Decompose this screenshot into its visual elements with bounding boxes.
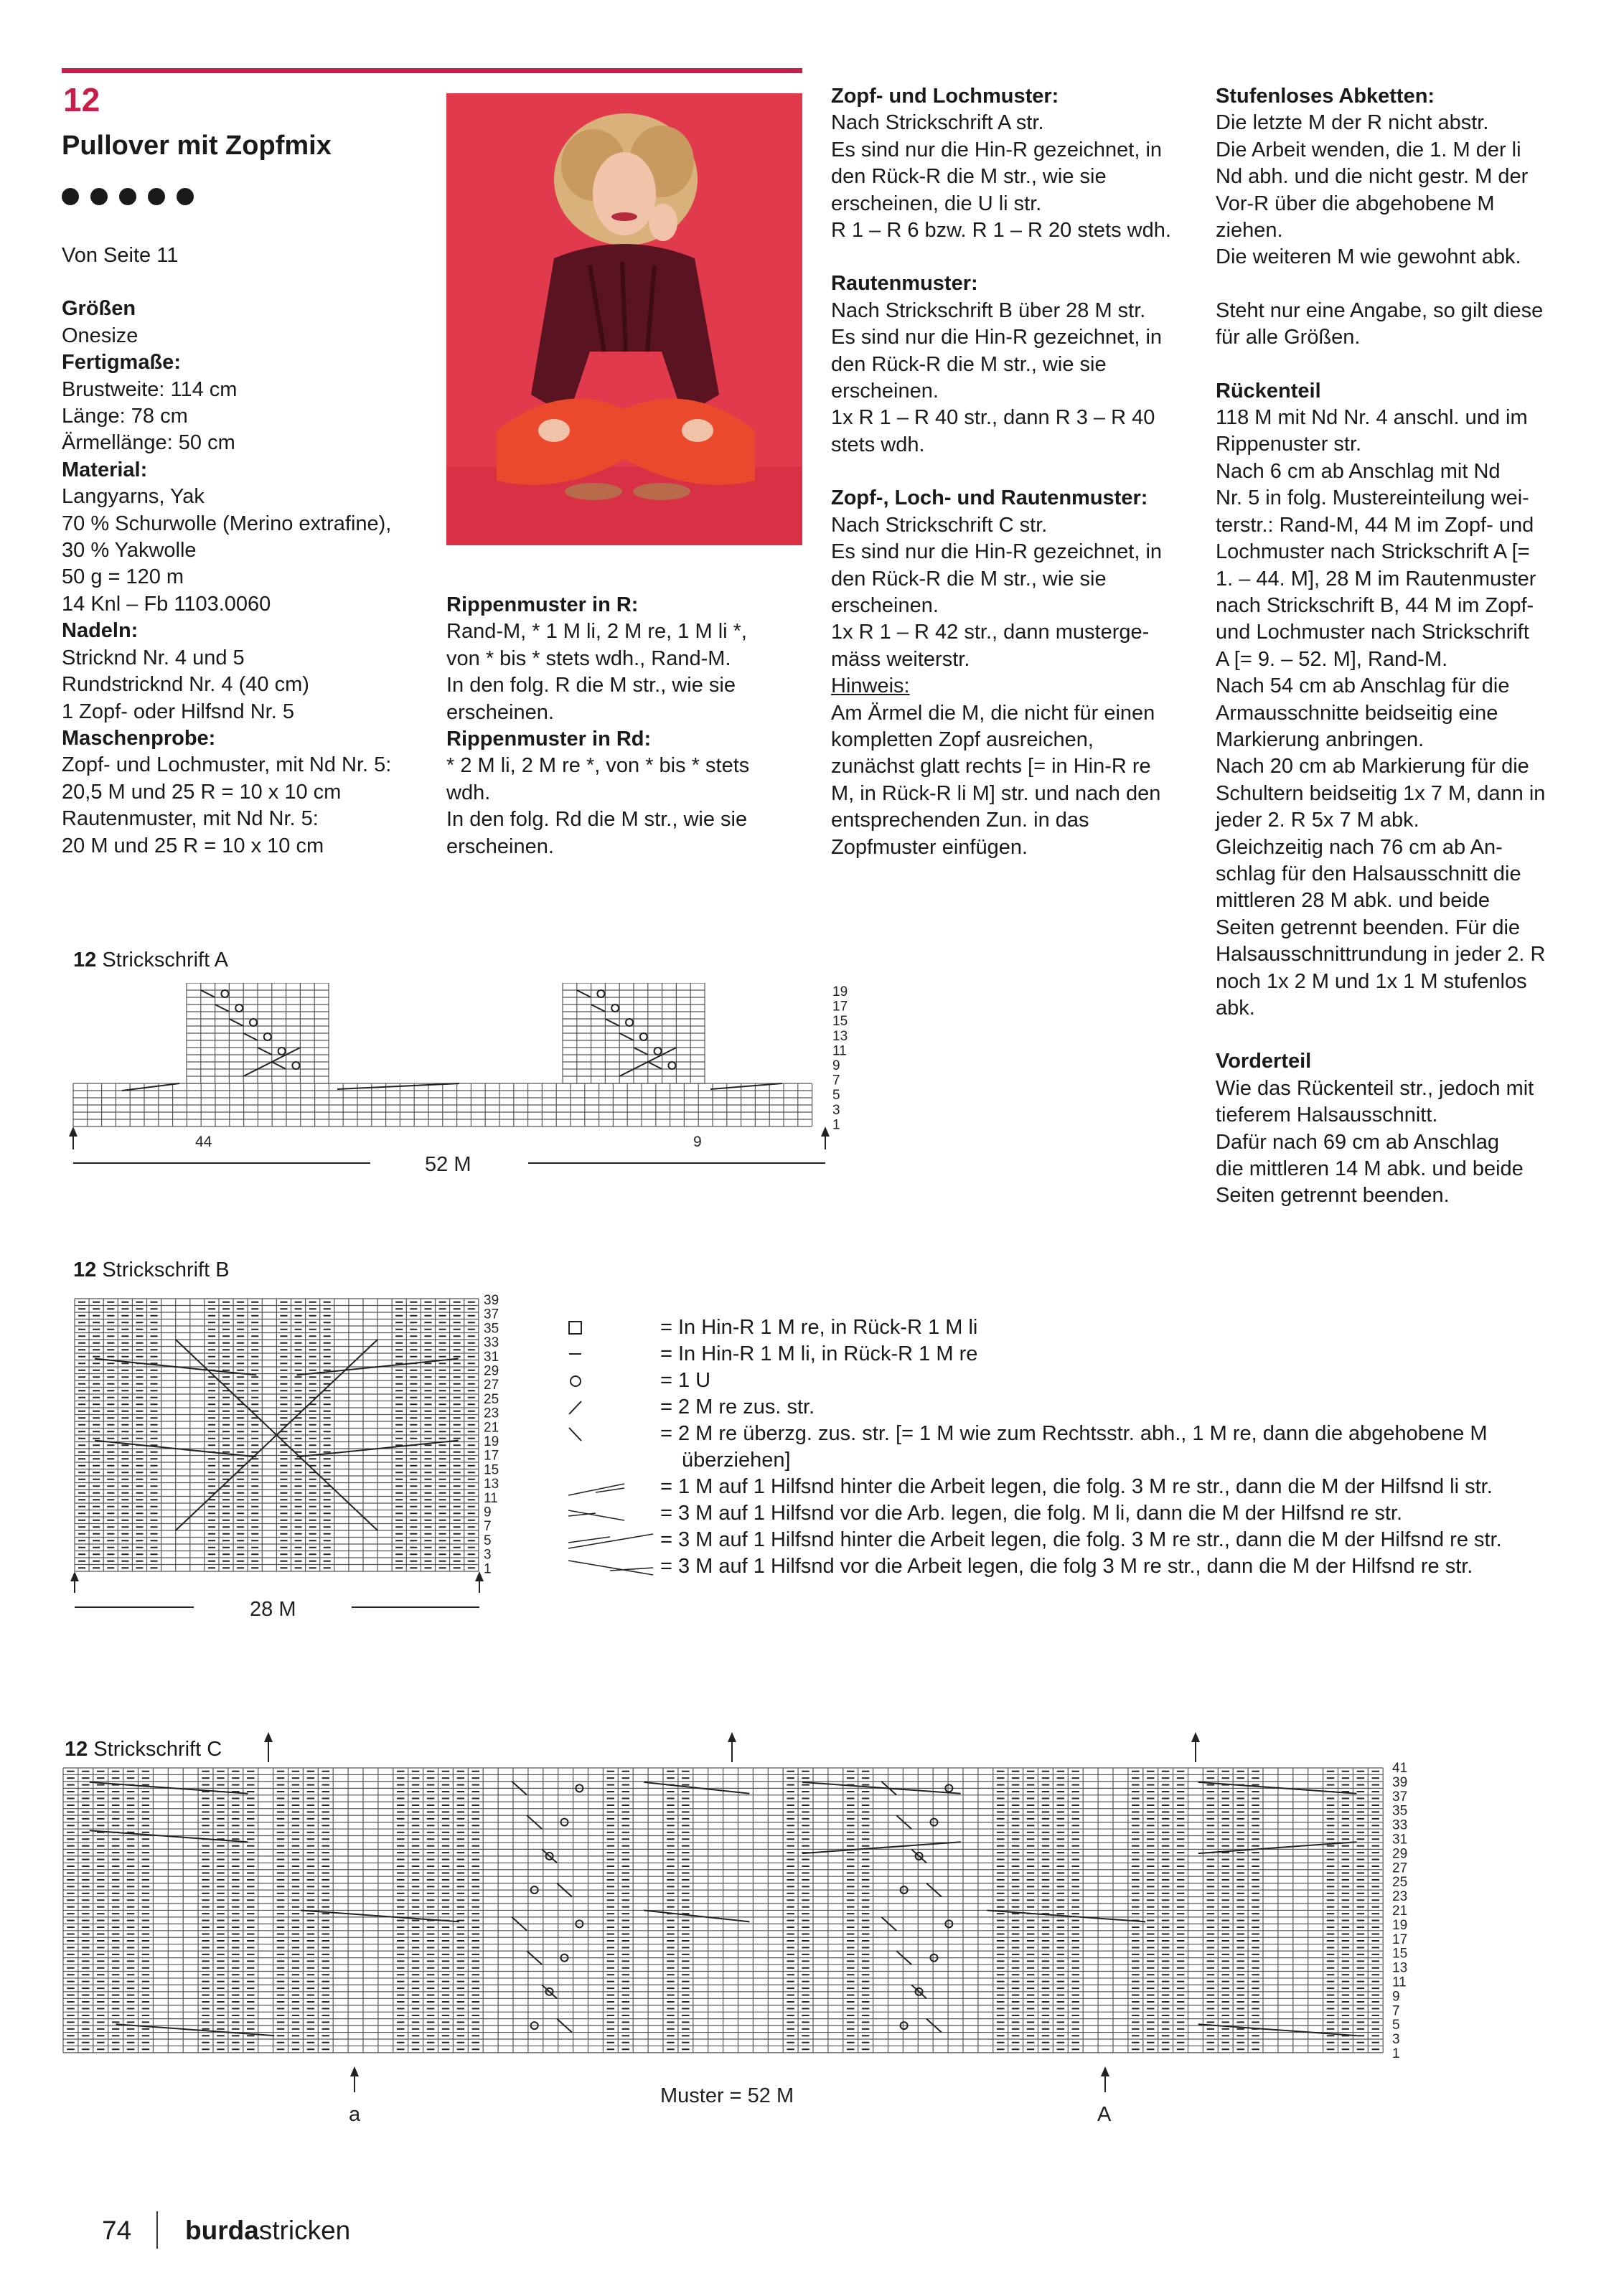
row-label: 13	[1392, 1960, 1408, 1976]
model-illustration	[446, 93, 802, 545]
rueck-line: terstr.: Rand-M, 44 M im Zopf- und	[1216, 513, 1534, 537]
yarn-over-symbol	[278, 1048, 286, 1055]
chart-b-label: 12 Strickschrift B	[73, 1258, 230, 1281]
material-line: 70 % Schurwolle (Merino extrafine),	[62, 512, 392, 535]
rueck-line: schlag für den Halsausschnitt die	[1216, 862, 1521, 885]
zlr-line: 1x R 1 – R 42 str., dann musterge-	[831, 621, 1150, 644]
chart-b	[65, 1292, 524, 1636]
row-label: 1	[832, 1117, 840, 1133]
row-label: 21	[1392, 1904, 1408, 1919]
decrease-symbol	[258, 1048, 272, 1055]
row-label: 5	[1392, 2018, 1400, 2033]
stufen-line: Die Arbeit wenden, die 1. M der li	[1216, 138, 1521, 161]
cable-3-front-purl-icon	[568, 1510, 624, 1520]
fertig-heading: Fertigmaße:	[62, 351, 181, 375]
column-4	[1216, 83, 1618, 1210]
vorder-line: tieferem Halsausschnitt.	[1216, 1104, 1438, 1127]
probe-line: 20,5 M und 25 R = 10 x 10 cm	[62, 780, 342, 804]
rueck-line: Nach 6 cm ab Anschlag mit Nd	[1216, 459, 1501, 483]
row-label: 29	[484, 1363, 499, 1379]
yarn-over-symbol	[235, 1004, 243, 1012]
row-label: 17	[1392, 1932, 1408, 1947]
nadeln-heading: Nadeln:	[62, 619, 139, 643]
zopf-heading: Zopf- und Lochmuster:	[831, 85, 1059, 108]
rippe-rd-line: wdh.	[446, 781, 491, 804]
vorder-line: Wie das Rückenteil str., jedoch mit	[1216, 1076, 1534, 1100]
cable-3-back-icon	[568, 1534, 653, 1548]
rippe-rd-line: * 2 M li, 2 M re *, von * bis * stets	[446, 754, 750, 778]
legend	[567, 1314, 1624, 1580]
column-3	[831, 83, 1204, 861]
nadeln-line: Stricknd Nr. 4 und 5	[62, 646, 245, 669]
vorder-line: die mittleren 14 M abk. und beide	[1216, 1157, 1524, 1181]
row-label: 37	[484, 1307, 499, 1322]
footer	[102, 2216, 131, 2246]
zlr-line: erscheinen.	[831, 593, 939, 617]
row-label: 13	[484, 1477, 499, 1492]
probe-line: Zopf- und Lochmuster, mit Nd Nr. 5:	[62, 753, 392, 777]
row-label: 13	[832, 1028, 848, 1044]
row-label: 35	[1392, 1803, 1408, 1819]
decrease-symbol	[272, 1062, 286, 1069]
fertig-line: Brustweite: 114 cm	[62, 377, 238, 401]
rueck-line: Armausschnitte beidseitig eine	[1216, 701, 1498, 725]
marker-A: A	[1097, 2103, 1112, 2126]
stufen-line: ziehen.	[1216, 219, 1283, 243]
rueck-line: Schultern beidseitig 1x 7 M, dann in	[1216, 781, 1546, 805]
rippe-r-line: In den folg. R die M str., wie sie	[446, 674, 736, 697]
raute-heading: Rautenmuster:	[831, 272, 978, 296]
fertig-line: Länge: 78 cm	[62, 405, 188, 428]
hinweis-line: Zopfmuster einfügen.	[831, 835, 1028, 859]
chart-a	[65, 983, 897, 1198]
row-label: 29	[1392, 1846, 1408, 1862]
zopf-line: erscheinen, die U li str.	[831, 192, 1042, 215]
rueck-line: 118 M mit Nd Nr. 4 anschl. und im	[1216, 406, 1528, 430]
row-label: 1	[484, 1561, 492, 1577]
slash-right-icon	[569, 1401, 581, 1414]
hinweis-line: zunächst glatt rechts [= in Hin-R re	[831, 755, 1151, 778]
cable-symbol	[644, 1910, 749, 1921]
decrease-symbol	[229, 1019, 243, 1026]
row-label: 5	[832, 1088, 840, 1104]
row-label: 33	[484, 1335, 499, 1351]
row-label: 7	[484, 1519, 492, 1535]
width-label: 52 M	[425, 1153, 471, 1176]
rueck-line: Lochmuster nach Strickschrift A [=	[1216, 540, 1530, 564]
decrease-symbol	[591, 1004, 606, 1012]
decrease-symbol	[215, 1004, 230, 1012]
cable-symbol	[987, 1910, 1145, 1921]
rueck-line: A [= 9. – 52. M], Rand-M.	[1216, 647, 1448, 671]
rueck-line: Gleichzeitig nach 76 cm ab An-	[1216, 835, 1503, 859]
rippe-rd-line: erscheinen.	[446, 834, 554, 858]
rueck-line: Nach 54 cm ab Anschlag für die	[1216, 674, 1510, 698]
cable-1-back-icon	[568, 1484, 624, 1495]
row-label: 11	[1392, 1975, 1407, 1990]
chart-a-label: 12 Strickschrift A	[73, 949, 228, 971]
stufen-heading: Stufenloses Abketten:	[1216, 85, 1435, 108]
row-label: 17	[484, 1448, 499, 1464]
hinweis-line: entsprechenden Zun. in das	[831, 809, 1089, 832]
marker-a: a	[349, 2103, 361, 2126]
brand-bold: burda	[185, 2216, 259, 2245]
raute-line: stets wdh.	[831, 433, 925, 456]
rippe-rd-heading: Rippenmuster in Rd:	[446, 728, 652, 751]
row-label: 25	[484, 1391, 499, 1407]
row-label: 5	[484, 1533, 492, 1548]
row-label: 39	[484, 1293, 499, 1308]
difficulty-dot-icon	[119, 188, 136, 205]
rueck-heading: Rückenteil	[1216, 379, 1321, 403]
stufen-line: Die letzte M der R nicht abstr.	[1216, 111, 1489, 135]
row-label: 21	[484, 1420, 499, 1436]
material-line: 50 g = 120 m	[62, 565, 184, 589]
footer-divider	[156, 2211, 158, 2249]
row-label: 9	[484, 1505, 492, 1520]
difficulty-dot-icon	[177, 188, 194, 205]
row-label: 41	[1392, 1761, 1408, 1776]
page-title: Pullover mit Zopfmix	[62, 131, 332, 161]
vorder-line: Seiten getrennt beenden.	[1216, 1184, 1450, 1208]
rippe-r-line: erscheinen.	[446, 700, 554, 724]
hinweis-line: M, in Rück-R li M] str. und nach den	[831, 781, 1161, 805]
vorder-heading: Vorderteil	[1216, 1050, 1312, 1073]
rueck-line: 1. – 44. M], 28 M im Rautenmuster	[1216, 567, 1536, 591]
decrease-symbol	[619, 1033, 634, 1040]
vorder-line: Dafür nach 69 cm ab Anschlag	[1216, 1130, 1499, 1154]
legend-row: überziehen]	[682, 1449, 791, 1472]
row-label: 37	[1392, 1789, 1408, 1805]
raute-line: erscheinen.	[831, 380, 939, 403]
row-label: 39	[1392, 1774, 1408, 1790]
brand-light: stricken	[258, 2216, 351, 2245]
yarn-over-symbol	[640, 1033, 647, 1040]
zopf-line: Nach Strickschrift A str.	[831, 111, 1044, 135]
rueck-line: mittleren 28 M abk. und beide	[1216, 889, 1491, 913]
row-label: 33	[1392, 1817, 1408, 1833]
rueck-line: und Lochmuster nach Strickschrift	[1216, 621, 1529, 644]
row-label: 9	[1392, 1989, 1400, 2005]
legend-row: = 3 M auf 1 Hilfsnd hinter die Arbeit legen, die folg. 3 M re str., dann die M der Hilfsnd re str.	[567, 1527, 1624, 1553]
legend-row: = 1 U	[567, 1368, 1624, 1394]
row-label: 7	[1392, 2003, 1400, 2019]
raute-line: Es sind nur die Hin-R gezeichnet, in	[831, 326, 1163, 349]
raute-line: 1x R 1 – R 40 str., dann R 3 – R 40	[831, 406, 1155, 430]
rueck-line: noch 1x 2 M und 1x 1 M stufenlos	[1216, 969, 1527, 993]
difficulty-dot-icon	[90, 188, 108, 205]
rippe-rd-line: In den folg. Rd die M str., wie sie	[446, 808, 748, 832]
stufen-line: Vor-R über die abgehobene M	[1216, 192, 1495, 215]
row-label: 27	[484, 1378, 499, 1393]
cable-symbol	[710, 1083, 782, 1089]
row-label: 23	[484, 1406, 499, 1421]
difficulty-dot-icon	[148, 188, 165, 205]
row-label: 15	[484, 1462, 499, 1478]
probe-line: 20 M und 25 R = 10 x 10 cm	[62, 834, 324, 857]
yarn-over-symbol	[250, 1019, 257, 1026]
row-label: 11	[484, 1490, 498, 1506]
rueck-line: Seiten getrennt beenden. Für die	[1216, 916, 1521, 939]
width-label: 28 M	[250, 1598, 296, 1621]
fertig-line: Ärmellänge: 50 cm	[62, 431, 235, 455]
material-line: Langyarns, Yak	[62, 485, 205, 509]
page-number: 74	[102, 2216, 132, 2245]
chart-c-label: 12 Strickschrift C	[65, 1738, 222, 1761]
row-label: 15	[1392, 1946, 1408, 1962]
difficulty-dot-icon	[62, 188, 79, 205]
material-line: 14 Knl – Fb 1103.0060	[62, 592, 271, 616]
rueck-line: jeder 2. R 5x 7 M abk.	[1216, 809, 1419, 832]
cable-3-front-icon	[568, 1561, 653, 1575]
yarn-over-symbol	[597, 990, 604, 997]
zlr-line: Es sind nur die Hin-R gezeichnet, in	[831, 540, 1163, 564]
decrease-symbol	[605, 1019, 619, 1026]
legend-row: = 2 M re zus. str.	[567, 1394, 1624, 1421]
cable-symbol	[122, 1083, 179, 1091]
decrease-symbol	[648, 1062, 662, 1069]
zopf-line: den Rück-R die M str., wie sie	[831, 165, 1107, 189]
row-label: 1	[1392, 2046, 1400, 2061]
row-label: 19	[484, 1434, 499, 1449]
angabe-line: Steht nur eine Angabe, so gilt diese	[1216, 298, 1544, 322]
zlr-line: Nach Strickschrift C str.	[831, 513, 1048, 537]
zlr-line: den Rück-R die M str., wie sie	[831, 567, 1107, 591]
rueck-line: abk.	[1216, 997, 1255, 1020]
difficulty-rating	[62, 188, 194, 205]
stufen-line: Nd abh. und die nicht gestr. M der	[1216, 165, 1529, 189]
chart-c	[62, 1722, 1540, 2138]
rippe-r-line: von * bis * stets wdh., Rand-M.	[446, 646, 731, 670]
row-label: 19	[832, 984, 848, 999]
rueck-line: Rippenuster str.	[1216, 433, 1362, 456]
rueck-line: Nach 20 cm ab Markierung für die	[1216, 755, 1529, 778]
cable-symbol	[802, 1842, 961, 1853]
legend-row: = In Hin-R 1 M li, in Rück-R 1 M re	[660, 1342, 978, 1365]
header-rule	[62, 68, 802, 73]
material-heading: Material:	[62, 458, 148, 481]
row-label: 15	[832, 1014, 848, 1030]
material-line: 30 % Yakwolle	[62, 539, 197, 563]
groessen-text: Onesize	[62, 324, 139, 347]
cable-symbol	[337, 1083, 459, 1089]
from-page: Von Seite 11	[62, 244, 179, 267]
row-label: 19	[1392, 1917, 1408, 1933]
rippe-r-heading: Rippenmuster in R:	[446, 593, 639, 616]
nadeln-line: 1 Zopf- oder Hilfsnd Nr. 5	[62, 700, 294, 723]
raute-line: Nach Strickschrift B über 28 M str.	[831, 298, 1146, 322]
zopf-line: R 1 – R 6 bzw. R 1 – R 20 stets wdh.	[831, 219, 1171, 243]
decrease-symbol	[634, 1048, 648, 1055]
legend-row: = 1 M auf 1 Hilfsnd hinter die Arbeit legen, die folg. 3 M re str., dann die M der Hilfsnd li str.	[567, 1474, 1624, 1500]
row-label: 3	[1392, 2032, 1400, 2048]
decrease-symbol	[243, 1033, 258, 1040]
cable-symbol	[1198, 1842, 1357, 1853]
model-photo	[446, 93, 802, 545]
slash-left-icon	[569, 1428, 581, 1441]
hinweis-line: kompletten Zopf ausreichen,	[831, 728, 1094, 751]
yarn-over-symbol	[264, 1033, 271, 1040]
empty-square-icon	[569, 1322, 581, 1334]
row-label: 23	[1392, 1889, 1408, 1905]
rueck-line: Nr. 5 in folg. Mustereinteilung wei-	[1216, 486, 1529, 510]
row-label: 7	[832, 1073, 840, 1088]
circle-icon	[571, 1376, 581, 1386]
column-2	[446, 592, 820, 860]
row-label: 3	[484, 1547, 492, 1563]
rueck-line: Markierung anbringen.	[1216, 728, 1424, 751]
yarn-over-symbol	[654, 1048, 662, 1055]
row-label: 25	[1392, 1875, 1408, 1891]
decrease-symbol	[577, 990, 591, 997]
stufen-line: Die weiteren M wie gewohnt abk.	[1216, 245, 1521, 269]
yarn-over-symbol	[626, 1019, 633, 1026]
marker-44: 44	[195, 1134, 212, 1150]
row-label: 11	[832, 1043, 847, 1059]
probe-line: Rautenmuster, mit Nd Nr. 5:	[62, 807, 319, 831]
yarn-over-symbol	[611, 1004, 619, 1012]
raute-line: den Rück-R die M str., wie sie	[831, 352, 1107, 376]
width-label: Muster = 52 M	[660, 2084, 794, 2107]
yarn-over-symbol	[292, 1062, 299, 1069]
row-label: 31	[484, 1349, 499, 1365]
row-label: 17	[832, 999, 848, 1015]
row-label: 9	[832, 1058, 840, 1073]
legend-row: = 3 M auf 1 Hilfsnd vor die Arb. legen, die folg. M li, dann die M der Hilfsnd re str.	[567, 1500, 1624, 1527]
marker-9: 9	[693, 1134, 702, 1150]
rippe-r-line: Rand-M, * 1 M li, 2 M re, 1 M li *,	[446, 620, 747, 644]
brand	[185, 2216, 350, 2246]
hinweis-heading: Hinweis:	[831, 674, 910, 698]
pattern-number: 12	[63, 81, 100, 118]
column-1	[62, 243, 435, 860]
nadeln-line: Rundstricknd Nr. 4 (40 cm)	[62, 673, 309, 697]
decrease-symbol	[201, 990, 215, 997]
zlr-line: mäss weiterstr.	[831, 647, 970, 671]
legend-row: = 3 M auf 1 Hilfsnd vor die Arbeit legen, die folg 3 M re str., dann die M der Hilfsnd re str.	[567, 1553, 1624, 1580]
probe-heading: Maschenprobe:	[62, 726, 216, 750]
angabe-line: für alle Größen.	[1216, 326, 1361, 349]
row-label: 31	[1392, 1832, 1408, 1848]
yarn-over-symbol	[221, 990, 228, 997]
zopf-line: Es sind nur die Hin-R gezeichnet, in	[831, 138, 1163, 161]
row-label: 27	[1392, 1860, 1408, 1876]
yarn-over-symbol	[668, 1062, 675, 1069]
zlr-heading: Zopf-, Loch- und Rautenmuster:	[831, 486, 1148, 510]
rueck-line: Halsausschnittrundung in jeder 2. R	[1216, 943, 1546, 966]
legend-row: = 2 M re überzg. zus. str. [= 1 M wie zum Rechtsstr. abh., 1 M re, dann die abgehobene M	[567, 1421, 1624, 1447]
rueck-line: nach Strickschrift B, 44 M im Zopf-	[1216, 593, 1534, 617]
legend-row: = In Hin-R 1 M re, in Rück-R 1 M li	[567, 1314, 1624, 1341]
groessen-heading: Größen	[62, 297, 136, 321]
row-label: 3	[832, 1102, 840, 1118]
row-label: 35	[484, 1321, 499, 1337]
hinweis-line: Am Ärmel die M, die nicht für einen	[831, 701, 1155, 725]
